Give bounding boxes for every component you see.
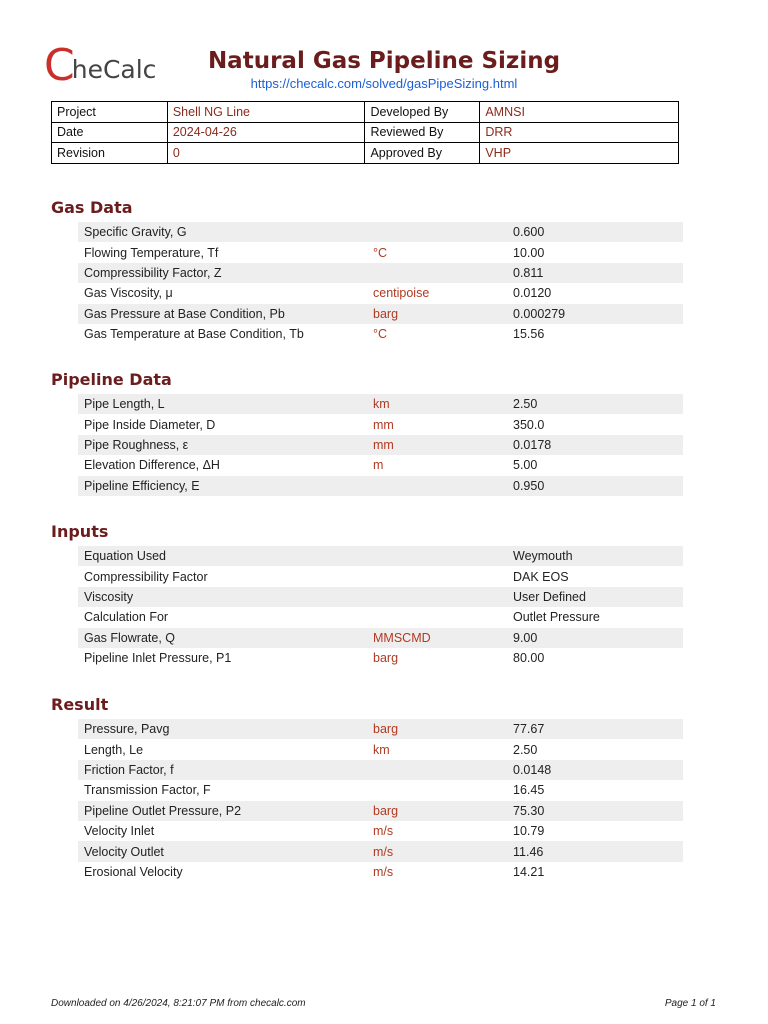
list-item (78, 566, 683, 586)
row-value: 2.50 (513, 742, 538, 757)
inputs-section (51, 519, 683, 668)
row-value: 5.00 (513, 458, 538, 473)
list-item (78, 455, 683, 475)
list-item (78, 739, 683, 759)
download-footer: Downloaded on 4/26/2024, 8:21:07 PM from checalc.com (51, 998, 306, 1009)
logo-letter-c: C (44, 40, 75, 91)
row-value: 0.600 (513, 225, 545, 240)
gas-data-rows (78, 222, 683, 344)
row-name: Gas Flowrate, Q (84, 630, 175, 645)
row-value: 0.0148 (513, 762, 552, 777)
row-name: Elevation Difference, ΔH (84, 458, 220, 473)
row-unit: barg (373, 722, 399, 737)
result-section (51, 692, 683, 882)
list-item (78, 476, 683, 496)
project-value: Shell NG Line (167, 102, 365, 123)
row-value: 10.79 (513, 824, 545, 839)
row-value: 11.46 (513, 844, 544, 859)
row-value: 350.0 (513, 417, 545, 432)
row-value: 0.000279 (513, 306, 566, 321)
list-item (78, 760, 683, 780)
reviewed-by-value: DRR (480, 122, 679, 143)
row-name: Pipeline Inlet Pressure, P1 (84, 651, 232, 666)
row-unit: m/s (373, 864, 394, 879)
list-item (78, 628, 683, 648)
revision-value: 0 (167, 143, 365, 164)
row-unit: °C (373, 327, 388, 342)
row-unit: m/s (373, 824, 394, 839)
row-name: Velocity Outlet (84, 844, 164, 859)
list-item (78, 780, 683, 800)
row-value: 0.950 (513, 478, 545, 493)
row-name: Pipe Roughness, ε (84, 437, 189, 452)
list-item (78, 304, 683, 324)
list-item (78, 821, 683, 841)
developed-by-label: Developed By (365, 102, 480, 123)
list-item (78, 242, 683, 262)
row-name: Friction Factor, f (84, 762, 174, 777)
row-value: 16.45 (513, 783, 545, 798)
row-unit: km (373, 397, 390, 412)
row-name: Equation Used (84, 549, 167, 564)
list-item (78, 283, 683, 303)
row-unit: barg (373, 651, 399, 666)
row-value: 14.21 (513, 864, 545, 879)
date-value: 2024-04-26 (167, 122, 365, 143)
inputs-rows (78, 546, 683, 668)
row-unit: mm (373, 417, 394, 432)
section-title: Result (51, 695, 109, 714)
row-value: 77.67 (513, 722, 545, 737)
gas-data-section (51, 195, 683, 344)
row-value: 15.56 (513, 327, 545, 342)
row-value: 0.811 (513, 265, 544, 280)
project-info-table (51, 101, 679, 164)
row-value: 9.00 (513, 630, 538, 645)
row-name: Transmission Factor, F (84, 783, 211, 798)
row-name: Gas Temperature at Base Condition, Tb (84, 327, 304, 342)
project-label: Project (52, 102, 168, 123)
page-url-link[interactable]: https://checalc.com/solved/gasPipeSizing.html (250, 76, 518, 91)
date-label: Date (52, 122, 168, 143)
row-name: Pipeline Efficiency, E (84, 478, 200, 493)
result-rows (78, 719, 683, 882)
header (180, 47, 588, 91)
row-value: Weymouth (513, 549, 573, 564)
row-value: Outlet Pressure (513, 610, 600, 625)
row-name: Pipeline Outlet Pressure, P2 (84, 803, 242, 818)
row-unit: km (373, 742, 390, 757)
row-unit: barg (373, 306, 399, 321)
row-unit: barg (373, 803, 399, 818)
row-name: Velocity Inlet (84, 824, 155, 839)
section-title: Pipeline Data (51, 370, 172, 389)
list-item (78, 435, 683, 455)
list-item (78, 719, 683, 739)
row-unit: MMSCMD (373, 630, 431, 645)
row-name: Pipe Inside Diameter, D (84, 417, 216, 432)
table-row (52, 122, 679, 143)
page-title: Natural Gas Pipeline Sizing (207, 48, 561, 74)
row-value: 75.30 (513, 803, 545, 818)
row-name: Pipe Length, L (84, 397, 165, 412)
row-name: Calculation For (84, 610, 169, 625)
approved-by-label: Approved By (365, 143, 480, 164)
row-unit: mm (373, 437, 394, 452)
reviewed-by-label: Reviewed By (365, 122, 480, 143)
row-value: 0.0178 (513, 437, 552, 452)
section-title: Gas Data (51, 198, 133, 217)
list-item (78, 648, 683, 668)
row-name: Length, Le (84, 742, 144, 757)
revision-label: Revision (52, 143, 168, 164)
table-row (52, 102, 679, 123)
row-name: Gas Pressure at Base Condition, Pb (84, 306, 285, 321)
row-value: DAK EOS (513, 569, 569, 584)
row-unit: m/s (373, 844, 394, 859)
pipeline-data-rows (78, 394, 683, 496)
row-name: Specific Gravity, G (84, 225, 187, 240)
list-item (78, 414, 683, 434)
list-item (78, 394, 683, 414)
row-name: Flowing Temperature, Tf (84, 245, 219, 260)
row-value: 10.00 (513, 245, 545, 260)
row-value: User Defined (513, 589, 586, 604)
list-item (78, 324, 683, 344)
page-number: Page 1 of 1 (664, 998, 716, 1009)
list-item (78, 607, 683, 627)
logo-text: heCalc (71, 55, 157, 84)
section-title: Inputs (51, 522, 109, 541)
list-item (78, 263, 683, 283)
row-value: 80.00 (513, 651, 545, 666)
row-unit: °C (373, 245, 388, 260)
row-name: Viscosity (84, 589, 134, 604)
list-item (78, 801, 683, 821)
developed-by-value: AMNSI (480, 102, 679, 123)
row-value: 0.0120 (513, 286, 552, 301)
list-item (78, 862, 683, 882)
row-name: Erosional Velocity (84, 864, 183, 879)
checalc-logo (44, 40, 157, 91)
list-item (78, 841, 683, 861)
row-name: Compressibility Factor (84, 569, 208, 584)
row-unit: centipoise (373, 286, 430, 301)
row-unit: m (373, 458, 384, 473)
row-value: 2.50 (513, 397, 538, 412)
row-name: Pressure, Pavg (84, 722, 170, 737)
row-name: Compressibility Factor, Z (84, 265, 222, 280)
approved-by-value: VHP (480, 143, 679, 164)
list-item (78, 546, 683, 566)
row-name: Gas Viscosity, μ (84, 286, 173, 301)
list-item (78, 222, 683, 242)
list-item (78, 587, 683, 607)
pipeline-data-section (51, 367, 683, 496)
table-row (52, 143, 679, 164)
